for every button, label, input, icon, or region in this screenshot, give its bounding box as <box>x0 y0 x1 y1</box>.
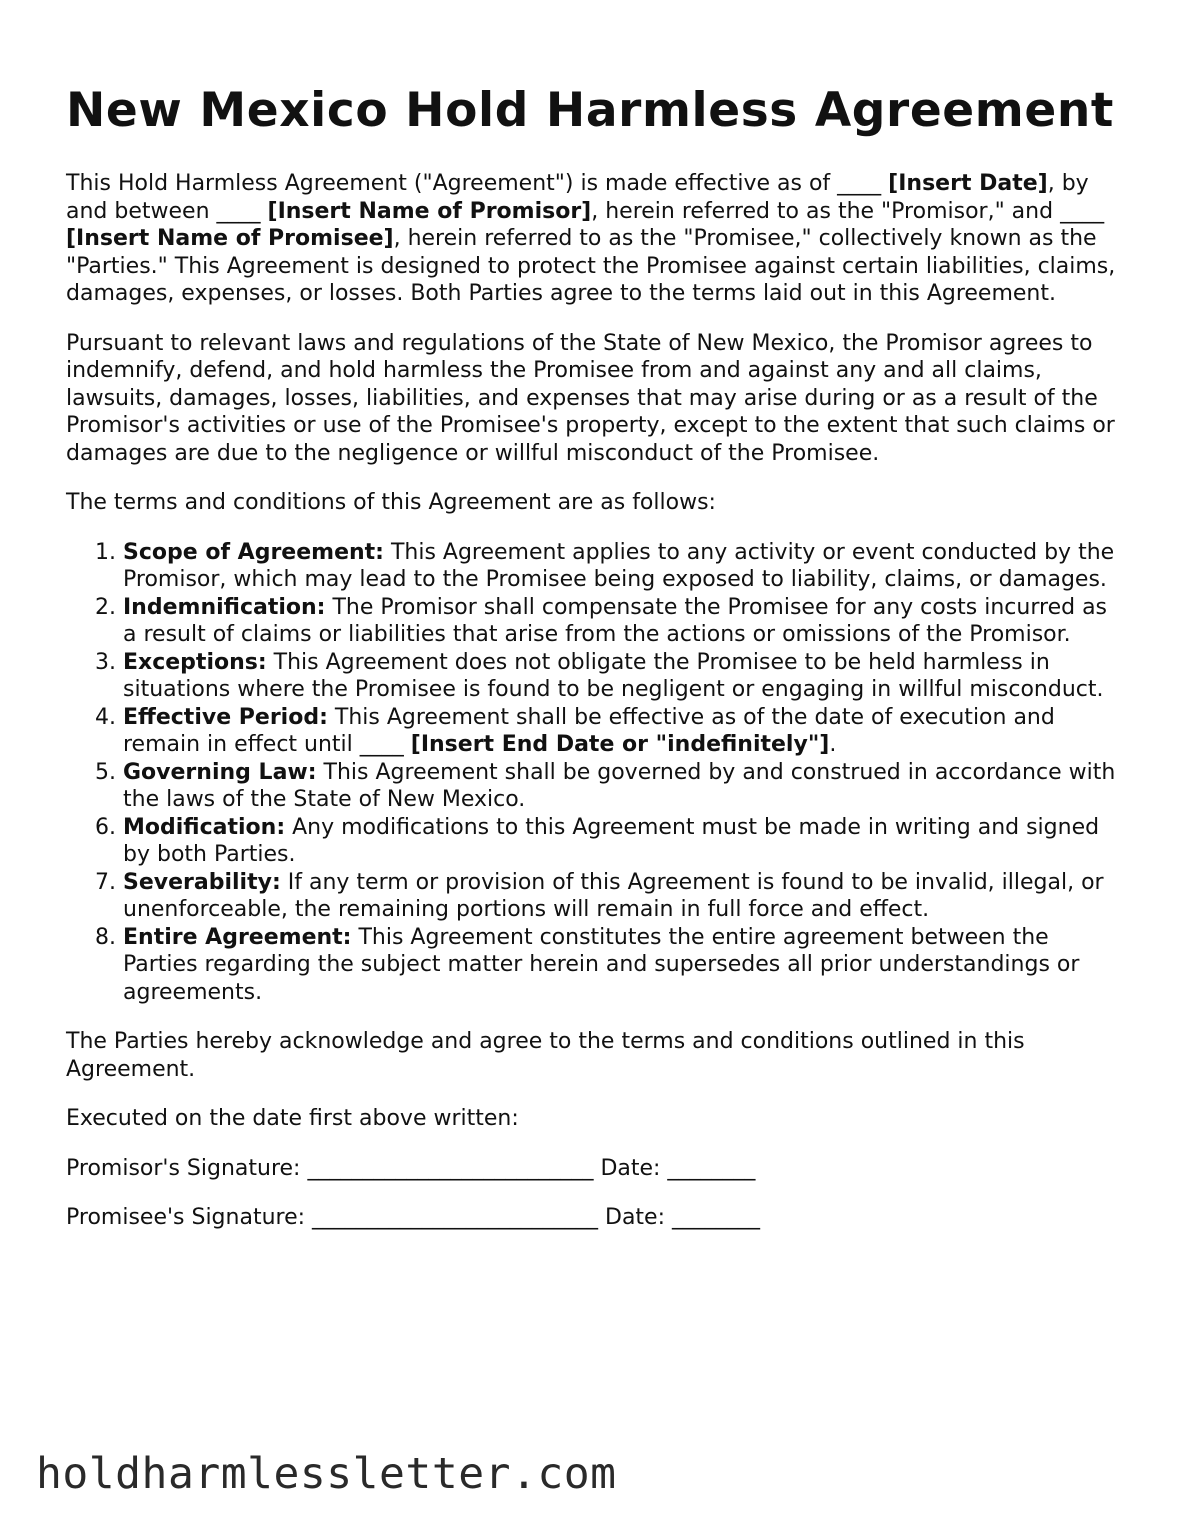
promisor-signature-line: Promisor's Signature: __________________________ Date: ________ <box>66 1155 756 1181</box>
term-text: Any modifications to this Agreement must be made in writing and signed by both Parties. <box>123 814 1100 867</box>
date-placeholder: [Insert Date] <box>888 171 1048 196</box>
term-text: This Agreement shall be effective as of the date of execution and remain in effect until ____ <box>123 704 1055 757</box>
term-item <box>123 649 1126 704</box>
end-date-placeholder: [Insert End Date or "indefinitely"] <box>410 732 830 757</box>
terms-list <box>66 539 1126 1007</box>
term-item <box>123 869 1126 924</box>
term-heading: Indemnification: <box>123 594 326 620</box>
term-text: This Agreement applies to any activity or event conducted by the Promisor, which may lead to the Promisee being exposed to liability, claims, or damages. <box>123 539 1115 592</box>
term-item <box>123 704 1126 759</box>
term-text: This Agreement does not obligate the Promisee to be held harmless in situations where the Promisee is found to be negligent or engaging in willful misconduct. <box>123 649 1104 702</box>
term-item <box>123 539 1126 594</box>
term-item <box>123 814 1126 869</box>
promisee-signature-line: Promisee's Signature: __________________________ Date: ________ <box>66 1205 760 1230</box>
term-text: If any term or provision of this Agreement is found to be invalid, illegal, or unenforceable, the remaining portions will remain in full force and effect. <box>123 869 1104 922</box>
document-page <box>66 78 1126 1232</box>
term-heading: Effective Period: <box>123 704 328 730</box>
term-heading: Governing Law: <box>123 759 317 785</box>
term-text: This Agreement shall be governed by and construed in accordance with the laws of the State of New Mexico. <box>123 759 1116 812</box>
footer-website: holdharmlessletter.com <box>36 1449 617 1499</box>
intro-text-2: , by and between ____ <box>66 171 1089 224</box>
terms-intro: The terms and conditions of this Agreement are as follows: <box>66 490 716 515</box>
intro-text-3: , herein referred to as the "Promisor," and ____ <box>591 198 1105 224</box>
term-heading: Severability: <box>123 869 281 895</box>
indemnity-paragraph: Pursuant to relevant laws and regulations of the State of New Mexico, the Promisor agrees to indemnify, defend, and hold harmless the Promisee from and against any and all claims, lawsuits, damages, losses, liabilities, and expenses that may arise during or as a result of the Promisor's activities or use of the Promisee's property, except to the extent that such claims or damages are due to the negligence or willful misconduct of the Promisee. <box>66 330 1115 466</box>
term-heading: Scope of Agreement: <box>123 539 384 565</box>
executed-line: Executed on the date first above written: <box>66 1106 519 1131</box>
document-title: New Mexico Hold Harmless Agreement <box>66 83 1114 138</box>
term-text: The Promisor shall compensate the Promisee for any costs incurred as a result of claims or liabilities that arise from the actions or omissions of the Promisor. <box>123 594 1108 647</box>
term-tail: . <box>829 732 837 757</box>
term-heading: Entire Agreement: <box>123 924 352 950</box>
term-heading: Exceptions: <box>123 649 267 675</box>
term-heading: Modification: <box>123 814 286 840</box>
term-text: This Agreement constitutes the entire agreement between the Parties regarding the subject matter herein and supersedes all prior understandings or agreements. <box>123 924 1080 1005</box>
acknowledgement-paragraph: The Parties hereby acknowledge and agree to the terms and conditions outlined in this Agreement. <box>66 1029 1025 1082</box>
term-item <box>123 924 1126 1007</box>
intro-text-1: This Hold Harmless Agreement ("Agreement") is made effective as of ____ <box>66 171 889 196</box>
intro-text-4: , herein referred to as the "Promisee," collectively known as the "Parties." This Agreement is designed to protect the Promisee against certain liabilities, claims, damages, expenses, or losses. Both Parties agree to the terms laid out in this Agreement. <box>66 226 1116 306</box>
promisee-name-placeholder: [Insert Name of Promisee] <box>66 226 394 251</box>
promisor-name-placeholder: [Insert Name of Promisor] <box>267 198 592 224</box>
term-item <box>123 759 1126 814</box>
intro-paragraph <box>66 170 1126 308</box>
term-item <box>123 594 1126 649</box>
